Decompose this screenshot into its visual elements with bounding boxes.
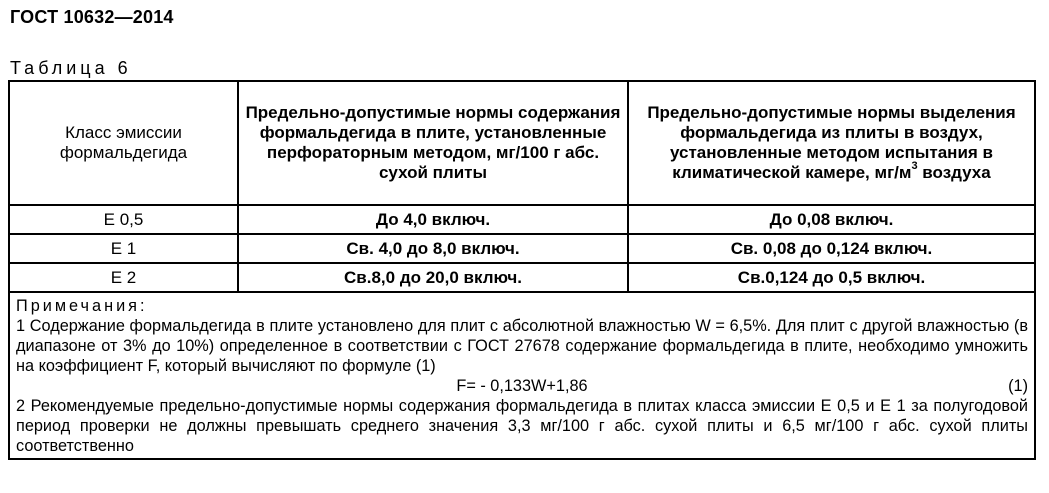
- formula-line: [16, 376, 1028, 396]
- header-emission-class: Класс эмиссии формальдегида: [9, 81, 238, 205]
- emission-table: [8, 80, 1036, 460]
- cell-class: Е 2: [9, 263, 238, 292]
- formula: F= - 0,133W+1,86: [456, 377, 588, 395]
- header-chamber-tail: воздуха: [917, 163, 991, 182]
- notes-row: [9, 292, 1035, 459]
- cell-class: Е 0,5: [9, 205, 238, 234]
- table-header-row: [9, 81, 1035, 205]
- header-chamber-method: [628, 81, 1035, 205]
- table-row: [9, 205, 1035, 234]
- cell-perforator: До 4,0 включ.: [238, 205, 628, 234]
- formula-number: (1): [1008, 377, 1028, 395]
- cell-perforator: Св.8,0 до 20,0 включ.: [238, 263, 628, 292]
- header-chamber-sup: 3: [911, 160, 918, 173]
- table-row: [9, 263, 1035, 292]
- note-1: 1 Содержание формальдегида в плите установлено для плит с абсолютной влажностью W = 6,5%. Для плит с другой влажностью (в диапазоне от 3% до 10%) определенное в соответствии с ГОСТ 27678 содержание формальдегида в плите, необходимо умножить на коэффициент F, который вычисляют по формуле (1): [16, 317, 1028, 375]
- notes-title: Примечания:: [16, 297, 148, 315]
- table-row: [9, 234, 1035, 263]
- cell-chamber: До 0,08 включ.: [628, 205, 1035, 234]
- document-header: ГОСТ 10632—2014: [10, 7, 174, 27]
- cell-class: Е 1: [9, 234, 238, 263]
- note-2: 2 Рекомендуемые предельно-допустимые нормы содержания формальдегида в плитах класса эмиссии Е 0,5 и Е 1 за полугодовой период проверки не должны превышать среднего значения 3,3 мг/100 г абс. сухой плиты и 6,5 мг/100 г абс. сухой плиты соответственно: [16, 397, 1028, 455]
- notes-cell: [9, 292, 1035, 459]
- table-caption: Таблица 6: [10, 58, 132, 78]
- cell-perforator: Св. 4,0 до 8,0 включ.: [238, 234, 628, 263]
- cell-chamber: Св.0,124 до 0,5 включ.: [628, 263, 1035, 292]
- header-chamber-main: Предельно-допустимые нормы выделения формальдегида из плиты в воздух, установленные методом испытания в климатической камере, мг/м: [647, 103, 1016, 182]
- cell-chamber: Св. 0,08 до 0,124 включ.: [628, 234, 1035, 263]
- header-perforator-method: Предельно-допустимые нормы содержания формальдегида в плите, установленные перфораторным методом, мг/100 г абс. сухой плиты: [238, 81, 628, 205]
